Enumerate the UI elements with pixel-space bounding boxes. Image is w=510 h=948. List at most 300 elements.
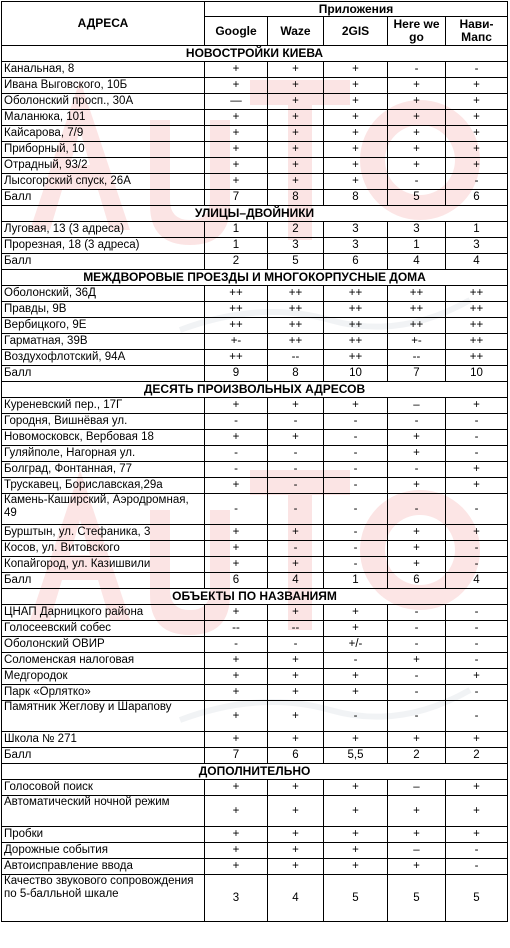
rating-cell: - (268, 541, 324, 557)
rating-cell: + (205, 110, 268, 126)
rating-cell: + (205, 701, 268, 732)
row-label: Городня, Вишнёвая ул. (2, 414, 205, 430)
rating-cell: + (446, 94, 508, 110)
row-label: Бурштын, ул. Стефаника, 3 (2, 525, 205, 541)
rating-cell: 5,5 (324, 748, 388, 764)
rating-cell: + (446, 158, 508, 174)
rating-cell: - (324, 478, 388, 494)
row-label: Лысогорский спуск, 26А (2, 174, 205, 190)
rating-cell: + (388, 525, 446, 541)
rating-cell: - (205, 414, 268, 430)
rating-cell: - (446, 605, 508, 621)
rating-cell: 6 (388, 573, 446, 589)
table-row (2, 525, 508, 541)
rating-cell: + (324, 685, 388, 701)
table-row (2, 732, 508, 748)
rating-cell: + (268, 701, 324, 732)
rating-cell: 9 (205, 366, 268, 382)
row-label: Оболонский просп., 30А (2, 94, 205, 110)
rating-cell: +- (205, 334, 268, 350)
rating-cell: + (268, 525, 324, 541)
row-label: Качество звукового сопровождения по 5-балльной шкале (2, 875, 205, 922)
table-row (2, 701, 508, 732)
row-label: ЦНАП Дарницкого района (2, 605, 205, 621)
rating-cell: 2 (205, 254, 268, 270)
rating-cell: ++ (268, 334, 324, 350)
rating-cell: + (388, 796, 446, 827)
rating-cell: + (205, 796, 268, 827)
rating-cell: - (446, 843, 508, 859)
table-row (2, 78, 508, 94)
rating-cell: + (324, 796, 388, 827)
section-header-row (2, 589, 508, 605)
rating-cell: 5 (388, 190, 446, 206)
rating-cell: + (388, 541, 446, 557)
rating-cell: + (446, 78, 508, 94)
rating-cell: + (205, 62, 268, 78)
rating-cell: - (324, 414, 388, 430)
rating-cell: + (324, 669, 388, 685)
rating-cell: + (205, 142, 268, 158)
table-row (2, 222, 508, 238)
row-label: Балл (2, 366, 205, 382)
rating-cell: + (268, 669, 324, 685)
row-label: Оболонский ОВИР (2, 637, 205, 653)
rating-cell: + (268, 398, 324, 414)
rating-cell: + (205, 653, 268, 669)
rating-cell: + (446, 525, 508, 541)
table-row (2, 780, 508, 796)
rating-cell: + (268, 126, 324, 142)
row-label: Парк «Орлятко» (2, 685, 205, 701)
table-row (2, 573, 508, 589)
row-label: Автоисправление ввода (2, 859, 205, 875)
table-row (2, 62, 508, 78)
rating-cell: - (388, 605, 446, 621)
section-header-row (2, 206, 508, 222)
rating-cell: - (388, 174, 446, 190)
rating-cell: - (268, 446, 324, 462)
rating-cell: + (268, 94, 324, 110)
row-label: Отрадный, 93/2 (2, 158, 205, 174)
rating-cell: + (205, 780, 268, 796)
rating-cell: - (268, 494, 324, 525)
rating-cell: ++ (205, 318, 268, 334)
rating-cell: - (388, 685, 446, 701)
rating-cell: + (388, 446, 446, 462)
rating-cell: - (446, 685, 508, 701)
rating-cell: - (324, 462, 388, 478)
section-title: ДОПОЛНИТЕЛЬНО (2, 764, 508, 780)
rating-cell: - (446, 174, 508, 190)
rating-cell: ++ (388, 286, 446, 302)
rating-cell: ++ (324, 286, 388, 302)
rating-cell: ++ (446, 302, 508, 318)
rating-cell: 10 (324, 366, 388, 382)
rating-cell: - (388, 621, 446, 637)
table-row (2, 541, 508, 557)
rating-cell: 2 (388, 748, 446, 764)
row-label: Соломенская налоговая (2, 653, 205, 669)
rating-cell: 3 (324, 222, 388, 238)
rating-cell: + (388, 557, 446, 573)
rating-cell: + (388, 859, 446, 875)
rating-cell: - (324, 701, 388, 732)
rating-cell: ++ (446, 334, 508, 350)
row-label: Голосеевский собес (2, 621, 205, 637)
row-label: Ивана Выговского, 10Б (2, 78, 205, 94)
rating-cell: 5 (388, 875, 446, 922)
rating-cell: 5 (324, 875, 388, 922)
row-label: Школа № 271 (2, 732, 205, 748)
rating-cell: - (268, 462, 324, 478)
rating-cell: 1 (446, 222, 508, 238)
rating-cell: + (388, 732, 446, 748)
table-row (2, 110, 508, 126)
rating-cell: - (388, 701, 446, 732)
apps-group-header: Приложения (205, 2, 508, 17)
rating-cell: + (205, 669, 268, 685)
rating-cell: + (324, 605, 388, 621)
rating-cell: 3 (324, 238, 388, 254)
rating-cell: 1 (205, 238, 268, 254)
rating-cell: 2 (446, 748, 508, 764)
row-label: Камень-Каширский, Аэродромная, 49 (2, 494, 205, 525)
table-row (2, 350, 508, 366)
row-label: Голосовой поиск (2, 780, 205, 796)
section-title: ОБЪЕКТЫ ПО НАЗВАНИЯМ (2, 589, 508, 605)
rating-cell: + (324, 732, 388, 748)
row-label: Правды, 9В (2, 302, 205, 318)
rating-cell: 3 (205, 875, 268, 922)
rating-cell: ++ (268, 302, 324, 318)
row-label: Оболонский, 36Д (2, 286, 205, 302)
row-label: Приборный, 10 (2, 142, 205, 158)
rating-cell: - (324, 525, 388, 541)
rating-cell: 8 (324, 190, 388, 206)
row-label: Копайгород, ул. Казишвили (2, 557, 205, 573)
rating-cell: - (268, 637, 324, 653)
rating-cell: + (388, 827, 446, 843)
rating-cell: ++ (324, 350, 388, 366)
rating-cell: + (388, 94, 446, 110)
rating-cell: + (446, 110, 508, 126)
rating-cell: 5 (446, 875, 508, 922)
rating-cell: + (446, 669, 508, 685)
row-label: Балл (2, 573, 205, 589)
table-row (2, 430, 508, 446)
table-row (2, 843, 508, 859)
rating-cell: - (268, 478, 324, 494)
app-header-1: Waze (268, 17, 324, 46)
rating-cell: + (268, 653, 324, 669)
rating-cell: + (268, 827, 324, 843)
rating-cell: - (388, 462, 446, 478)
table-row (2, 621, 508, 637)
table-row (2, 875, 508, 922)
row-label: Вербицкого, 9Е (2, 318, 205, 334)
rating-cell: + (205, 174, 268, 190)
table-row (2, 238, 508, 254)
rating-cell: + (268, 843, 324, 859)
rating-cell: 1 (205, 222, 268, 238)
table-row (2, 637, 508, 653)
rating-cell: + (446, 142, 508, 158)
rating-cell: + (388, 126, 446, 142)
section-title: УЛИЦЫ–ДВОЙНИКИ (2, 206, 508, 222)
row-label: Болград, Фонтанная, 77 (2, 462, 205, 478)
row-label: Канальная, 8 (2, 62, 205, 78)
rating-cell: + (324, 859, 388, 875)
rating-cell: -- (268, 621, 324, 637)
section-header-row (2, 764, 508, 780)
rating-cell: - (205, 637, 268, 653)
rating-cell: + (268, 605, 324, 621)
rating-cell: - (446, 859, 508, 875)
rating-cell: + (205, 78, 268, 94)
table-row (2, 414, 508, 430)
rating-cell: - (268, 414, 324, 430)
rating-cell: + (446, 827, 508, 843)
table-row (2, 796, 508, 827)
rating-cell: + (268, 62, 324, 78)
row-label: Воздухофлотский, 94А (2, 350, 205, 366)
rating-cell: + (324, 158, 388, 174)
rating-cell: + (205, 827, 268, 843)
table-row (2, 859, 508, 875)
rating-cell: + (324, 843, 388, 859)
rating-cell: - (446, 430, 508, 446)
table-row (2, 158, 508, 174)
rating-cell: ++ (205, 350, 268, 366)
rating-cell: + (388, 78, 446, 94)
section-header-row (2, 46, 508, 62)
row-label: Медгородок (2, 669, 205, 685)
rating-cell: 8 (268, 190, 324, 206)
row-label: Луговая, 13 (3 адреса) (2, 222, 205, 238)
rating-cell: 4 (268, 875, 324, 922)
rating-cell: +/- (324, 637, 388, 653)
rating-cell: ++ (324, 334, 388, 350)
rating-cell: + (324, 126, 388, 142)
table-row (2, 126, 508, 142)
rating-cell: + (205, 126, 268, 142)
app-header-0: Google (205, 17, 268, 46)
rating-cell: - (205, 446, 268, 462)
rating-cell: + (268, 796, 324, 827)
rating-cell: 1 (388, 238, 446, 254)
rating-cell: + (446, 796, 508, 827)
rating-cell: -- (205, 621, 268, 637)
rating-cell: + (324, 110, 388, 126)
rating-cell: 6 (205, 573, 268, 589)
rating-cell: + (205, 398, 268, 414)
rating-cell: + (446, 732, 508, 748)
table-row (2, 462, 508, 478)
rating-cell: + (324, 780, 388, 796)
rating-cell: + (268, 780, 324, 796)
rating-cell: – (388, 843, 446, 859)
rating-cell: + (324, 174, 388, 190)
rating-cell: - (388, 62, 446, 78)
rating-cell: + (324, 142, 388, 158)
rating-cell: - (446, 701, 508, 732)
rating-cell: - (388, 669, 446, 685)
table-row (2, 478, 508, 494)
rating-cell: + (205, 541, 268, 557)
rating-cell: + (205, 859, 268, 875)
rating-cell: 7 (388, 366, 446, 382)
rating-cell: + (205, 685, 268, 701)
rating-cell: - (446, 541, 508, 557)
rating-cell: -- (388, 350, 446, 366)
rating-cell: 6 (268, 748, 324, 764)
rating-cell: - (324, 541, 388, 557)
rating-cell: + (268, 174, 324, 190)
rating-cell: ++ (268, 286, 324, 302)
table-row (2, 366, 508, 382)
rating-cell: + (205, 605, 268, 621)
rating-cell: ++ (446, 318, 508, 334)
table-row (2, 254, 508, 270)
row-label: Кайсарова, 7/9 (2, 126, 205, 142)
rating-cell: +- (388, 334, 446, 350)
rating-cell: + (205, 732, 268, 748)
rating-cell: + (446, 478, 508, 494)
section-title: МЕЖДВОРОВЫЕ ПРОЕЗДЫ И МНОГОКОРПУСНЫЕ ДОМА (2, 270, 508, 286)
table-row (2, 94, 508, 110)
table-row (2, 557, 508, 573)
rating-cell: — (205, 94, 268, 110)
rating-cell: + (388, 110, 446, 126)
table-row (2, 605, 508, 621)
row-label: Косов, ул. Витовского (2, 541, 205, 557)
rating-cell: ++ (446, 286, 508, 302)
table-row (2, 446, 508, 462)
rating-cell: + (446, 126, 508, 142)
rating-cell: 10 (446, 366, 508, 382)
rating-cell: + (446, 780, 508, 796)
row-label: Автоматический ночной режим (2, 796, 205, 827)
rating-cell: + (268, 158, 324, 174)
table-row (2, 142, 508, 158)
rating-cell: - (446, 494, 508, 525)
rating-cell: ++ (324, 318, 388, 334)
rating-cell: + (388, 142, 446, 158)
rating-cell: - (446, 62, 508, 78)
rating-cell: + (268, 142, 324, 158)
rating-cell: + (324, 398, 388, 414)
rating-cell: + (205, 158, 268, 174)
comparison-table (1, 1, 508, 922)
section-header-row (2, 382, 508, 398)
row-label: Гарматная, 39В (2, 334, 205, 350)
rating-cell: 5 (268, 254, 324, 270)
rating-cell: + (205, 478, 268, 494)
rating-cell: 4 (446, 254, 508, 270)
rating-cell: – (388, 398, 446, 414)
rating-cell: + (268, 557, 324, 573)
row-label: Маланюка, 101 (2, 110, 205, 126)
rating-cell: ++ (205, 302, 268, 318)
row-label: Трускавец, Бориславская,29а (2, 478, 205, 494)
rating-cell: 3 (388, 222, 446, 238)
rating-cell: + (324, 827, 388, 843)
rating-cell: 2 (268, 222, 324, 238)
rating-cell: + (205, 430, 268, 446)
rating-cell: + (205, 843, 268, 859)
app-header-3: Here we go (388, 17, 446, 46)
table-row (2, 827, 508, 843)
section-title: ДЕСЯТЬ ПРОИЗВОЛЬНЫХ АДРЕСОВ (2, 382, 508, 398)
table-row (2, 748, 508, 764)
rating-cell: - (446, 637, 508, 653)
rating-cell: - (446, 653, 508, 669)
rating-cell: ++ (324, 302, 388, 318)
rating-cell: + (268, 732, 324, 748)
rating-cell: ++ (205, 286, 268, 302)
row-label: Пробки (2, 827, 205, 843)
rating-cell: - (205, 494, 268, 525)
addresses-header: АДРЕСА (2, 2, 205, 46)
table-row (2, 190, 508, 206)
rating-cell: + (268, 110, 324, 126)
rating-cell: 3 (446, 238, 508, 254)
row-label: Прорезная, 18 (3 адреса) (2, 238, 205, 254)
rating-cell: ++ (388, 302, 446, 318)
app-header-4: Нави-Мапс (446, 17, 508, 46)
rating-cell: + (446, 398, 508, 414)
rating-cell: - (446, 414, 508, 430)
rating-cell: - (324, 446, 388, 462)
rating-cell: - (388, 637, 446, 653)
rating-cell: - (446, 557, 508, 573)
table-row (2, 302, 508, 318)
rating-cell: - (446, 621, 508, 637)
rating-cell: + (268, 859, 324, 875)
rating-cell: - (324, 430, 388, 446)
rating-cell: + (388, 430, 446, 446)
rating-cell: + (388, 478, 446, 494)
rating-cell: + (324, 621, 388, 637)
table-row (2, 174, 508, 190)
rating-cell: + (388, 158, 446, 174)
rating-cell: 1 (324, 573, 388, 589)
rating-cell: - (388, 414, 446, 430)
rating-cell: - (324, 557, 388, 573)
row-label: Балл (2, 190, 205, 206)
table-row (2, 653, 508, 669)
rating-cell: - (324, 653, 388, 669)
rating-cell: + (268, 430, 324, 446)
rating-cell: + (388, 653, 446, 669)
table-row (2, 669, 508, 685)
rating-cell: 6 (324, 254, 388, 270)
section-header-row (2, 270, 508, 286)
rating-cell: + (324, 62, 388, 78)
row-label: Памятник Жеглову и Шарапову (2, 701, 205, 732)
rating-cell: + (205, 525, 268, 541)
rating-cell: 7 (205, 748, 268, 764)
row-label: Новомосковск, Вербовая 18 (2, 430, 205, 446)
rating-cell: + (205, 557, 268, 573)
app-header-2: 2GIS (324, 17, 388, 46)
section-title: НОВОСТРОЙКИ КИЕВА (2, 46, 508, 62)
rating-cell: ++ (268, 318, 324, 334)
row-label: Дорожные события (2, 843, 205, 859)
table-row (2, 286, 508, 302)
table-row (2, 494, 508, 525)
